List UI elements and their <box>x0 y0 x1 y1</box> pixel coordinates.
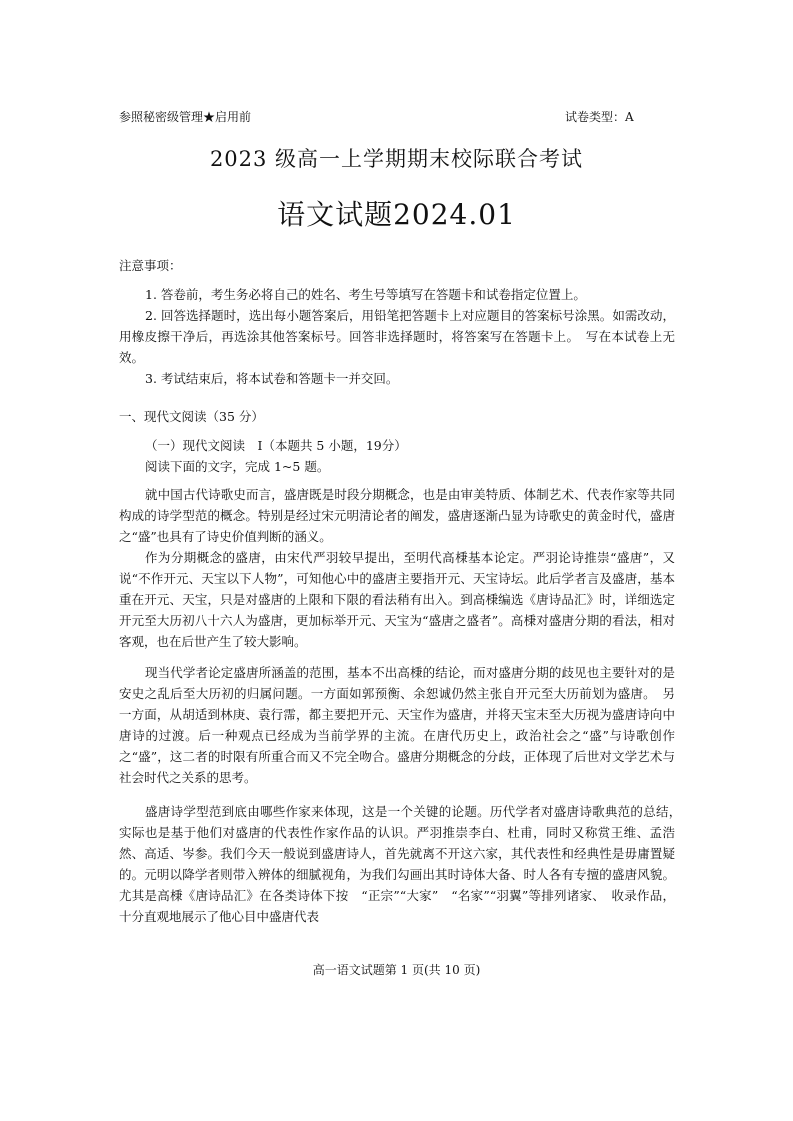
notice-item-1: 1. 答卷前，考生务必将自己的姓名、考生号等填写在答题卡和试卷指定位置上。 <box>145 287 586 302</box>
paper-type-label: 试卷类型：A <box>565 110 634 124</box>
notice-item-2: 2. 回答选择题时，选出每小题答案后，用铅笔把答题卡上对应题目的答案标号涂黑。如需改动，用橡皮擦干净后，再选涂其他答案标号。回答非选择题时，将答案写在答题卡上。 写在本试卷上无效。 <box>119 308 675 365</box>
notice-item-3: 3. 考试结束后，将本试卷和答题卡一并交回。 <box>145 371 399 386</box>
passage-paragraph-2: 作为分期概念的盛唐，由宋代严羽较早提出，至明代高棅基本论定。严羽论诗推崇“盛唐”，又说“不作开元、天宝以下人物”，可知他心中的盛唐主要指开元、天宝诗坛。此后学者言及盛唐，基本重在开元、天宝，只是对盛唐的上限和下限的看法稍有出入。到高棅编选《唐诗品汇》时，详细选定开元至大历初八十六人为盛唐，更加标举开元、天宝为“盛唐之盛者”。高棅对盛唐分期的看法，相对客观，也在后世产生了较大影响。 <box>119 550 675 649</box>
notice-heading: 注意事项： <box>119 258 182 273</box>
exam-title: 2023 级高一上学期期末校际联合考试 <box>209 147 584 171</box>
passage-paragraph-1: 就中国古代诗歌史而言，盛唐既是时段分期概念，也是由审美特质、体制艺术、代表作家等共同构成的诗学型范的概念。特别是经过宋元明清论者的阐发，盛唐逐渐凸显为诗歌史的黄金时代，盛唐之“盛”也具有了诗史价值判断的涵义。 <box>119 487 675 544</box>
exam-subtitle: 语文试题2024.01 <box>277 198 516 231</box>
confidentiality-label: 参照秘密级管理★启用前 <box>119 110 252 124</box>
page-footer: 高一语文试题第 1 页(共 10 页) <box>312 963 481 977</box>
passage-paragraph-3: 现当代学者论定盛唐所涵盖的范围，基本不出高棅的结论，而对盛唐分期的歧见也主要针对的是安史之乱后至大历初的归属问题。一方面如郭预衡、余恕诚仍然主张自开元至大历前划为盛唐。 另一方面，从胡适到林庚、袁行霈，都主要把开元、天宝作为盛唐，并将天宝末至大历视为盛唐诗向中唐诗的过渡。后一种观点已经成为当前学界的主流。在唐代历史上，政治社会之“盛”与诗歌创作之“盛”，这二者的时限有所重合而又不完全吻合。盛唐分期概念的分歧，正体现了后世对文学艺术与社会时代之关系的思考。 <box>119 665 675 785</box>
reading-instruction: 阅读下面的文字，完成 1~5 题。 <box>145 459 330 474</box>
sub-section-heading: （一）现代文阅读 Ⅰ（本题共 5 小题，19分） <box>145 438 407 453</box>
passage-paragraph-4: 盛唐诗学型范到底由哪些作家来体现，这是一个关键的论题。历代学者对盛唐诗歌典范的总结， 实际也是基于他们对盛唐的代表性作家作品的认识。严羽推崇李白、杜甫，同时又称赏王维、孟浩然、高适、岑参。我们今天一般说到盛唐诗人，首先就离不开这六家，其代表性和经典性是毋庸置疑的。元明以降学者则带入辨体的细腻视角，为我们勾画出其时诗体大备、时人各有专擅的盛唐风貌。尤其是高棅《唐诗品汇》在各类诗体下按 “正宗”“大家” “名家”“羽翼”等排列诸家、 收录作品，十分直观地展示了他心目中盛唐代表 <box>119 804 688 924</box>
section-heading: 一、现代文阅读（35 分） <box>119 409 264 424</box>
